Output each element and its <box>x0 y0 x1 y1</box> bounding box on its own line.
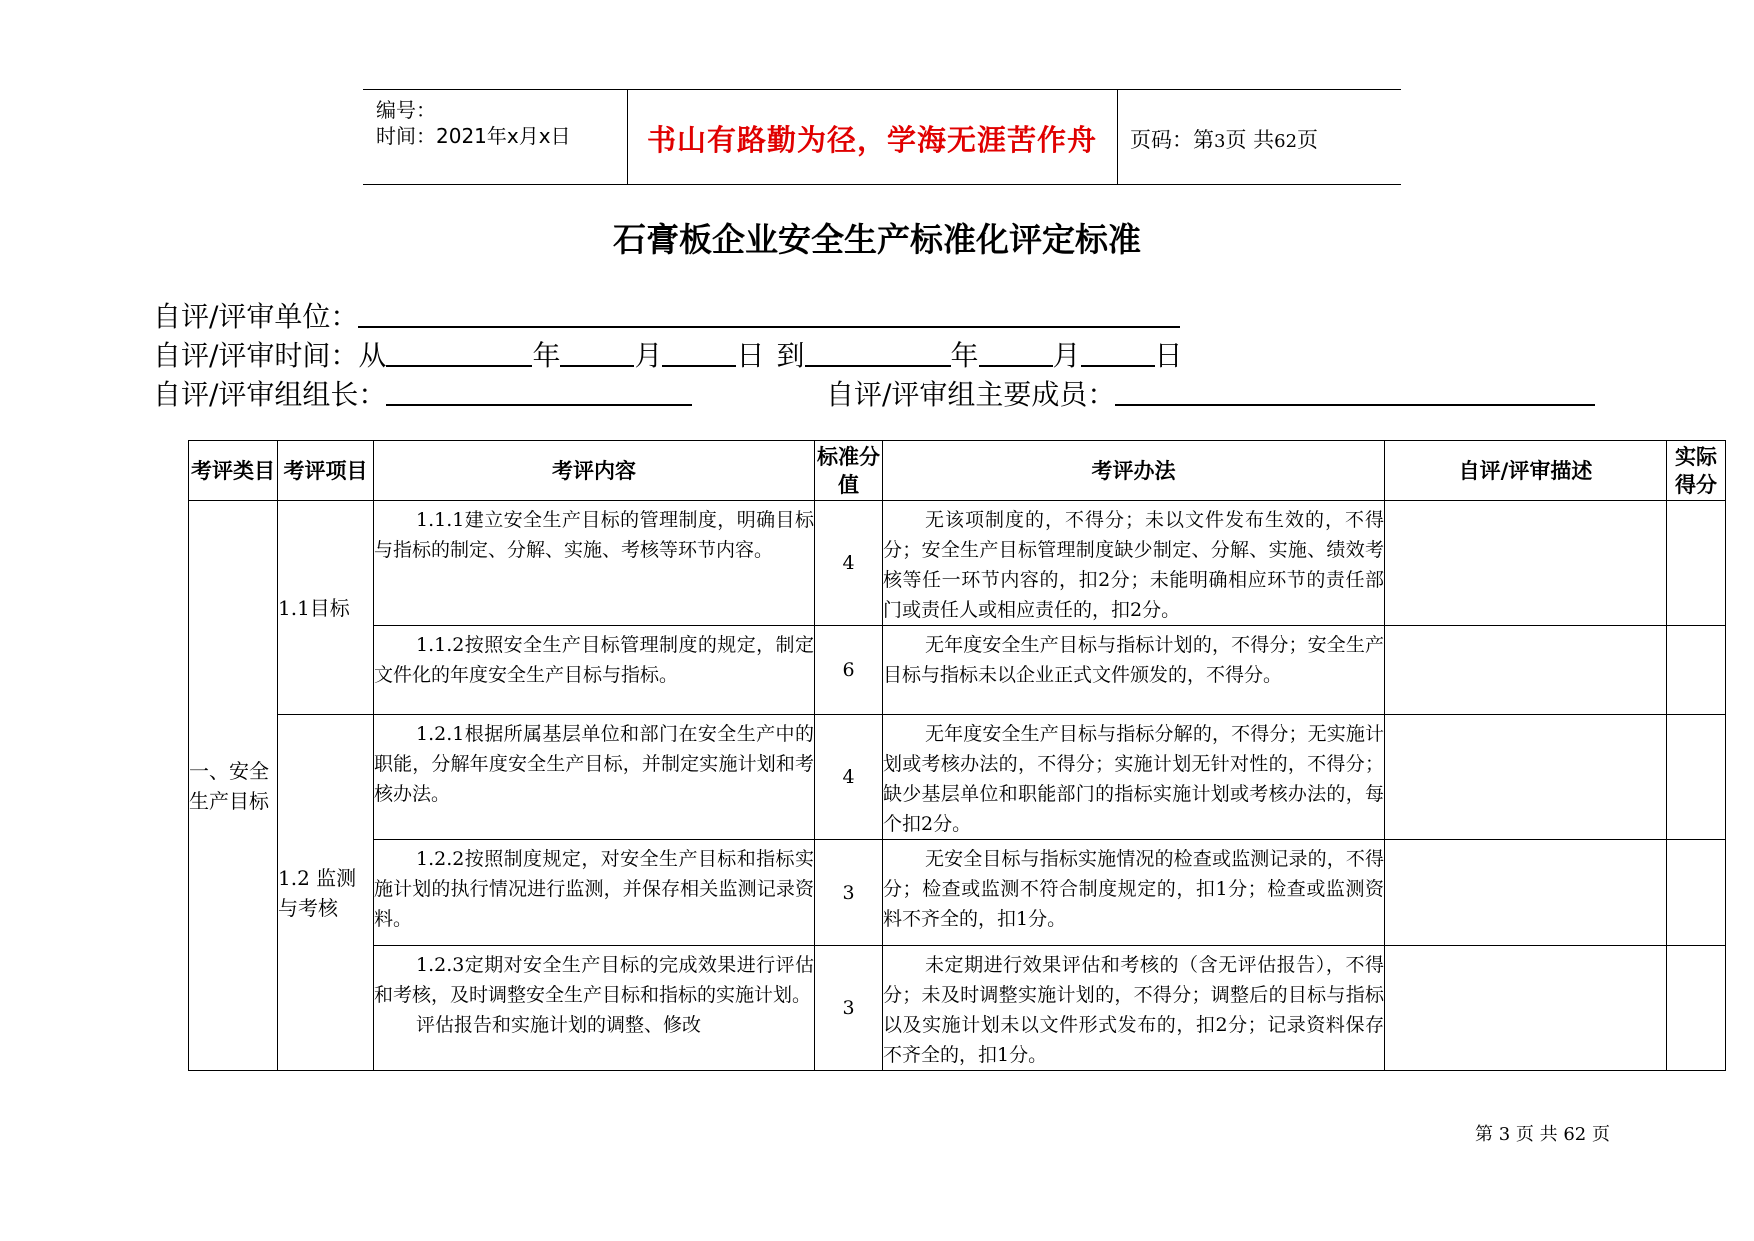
document-number-label: 编号： <box>376 98 436 122</box>
description-cell[interactable] <box>1385 501 1667 626</box>
document-time: 时间：2021年x月x日 <box>376 124 571 148</box>
category-cell: 一、安全生产目标 <box>189 501 278 1071</box>
day-label: 日 <box>736 339 765 372</box>
table-row <box>189 946 1726 1071</box>
page-footer <box>1475 1120 1610 1146</box>
header-score: 标准分值 <box>815 441 883 501</box>
table-row <box>189 626 1726 715</box>
header-method: 考评办法 <box>883 441 1385 501</box>
description-cell[interactable] <box>1385 626 1667 715</box>
method-cell: 无年度安全生产目标与指标计划的，不得分；安全生产目标与指标未以企业正式文件颁发的，不得分。 <box>883 626 1385 715</box>
score-cell: 6 <box>815 626 883 715</box>
motto-text: 书山有路勤为径，学海无涯苦作舟 <box>646 123 1097 157</box>
footer-prefix: 第 <box>1474 1124 1493 1145</box>
members-blank[interactable] <box>1115 376 1595 406</box>
unit-label: 自评/评审单位： <box>153 300 359 333</box>
table-row <box>189 501 1726 626</box>
content-clip <box>374 950 814 1063</box>
content-cell: 1.1.2按照安全生产目标管理制度的规定，制定文件化的年度安全生产目标与指标。 <box>374 626 815 715</box>
actual-score-cell[interactable] <box>1667 715 1726 840</box>
leader-blank[interactable] <box>386 376 692 406</box>
start-day-blank[interactable] <box>662 337 736 367</box>
header-band <box>363 89 1401 185</box>
header-motto-cell <box>627 90 1118 184</box>
members-label: 自评/评审组主要成员： <box>826 378 1116 411</box>
page-suffix: 页 <box>1297 128 1319 152</box>
actual-score-cell[interactable] <box>1667 626 1726 715</box>
method-cell: 无该项制度的，不得分；未以文件发布生效的，不得分；安全生产目标管理制度缺少制定、分解、实施、绩效考核等任一环节内容的，扣2分；未能明确相应环节的责任部门或责任人或相应责任的，扣2分。 <box>883 501 1385 626</box>
content-text: 1.2.3定期对安全生产目标的完成效果进行评估和考核，及时调整安全生产目标和指标的实施计划。 <box>374 954 814 1006</box>
header-description: 自评/评审描述 <box>1385 441 1667 501</box>
day-label-2: 日 <box>1154 339 1183 372</box>
method-cell: 无安全目标与指标实施情况的检查或监测记录的，不得分；检查或监测不符合制度规定的，扣1分；检查或监测资料不齐全的，扣1分。 <box>883 840 1385 946</box>
header-meta-cell <box>363 90 628 184</box>
content-cell: 1.1.1建立安全生产目标的管理制度，明确目标与指标的制定、分解、实施、考核等环节内容。 <box>374 501 815 626</box>
actual-score-cell[interactable] <box>1667 840 1726 946</box>
header-actual-score: 实际得分 <box>1667 441 1726 501</box>
form-unit-line <box>153 298 1180 335</box>
start-month-blank[interactable] <box>560 337 634 367</box>
document-title: 石膏板企业安全生产标准化评定标准 <box>613 220 1141 259</box>
method-cell: 无年度安全生产目标与指标分解的，不得分；无实施计划或考核办法的，不得分；实施计划无针对性的，不得分；缺少基层单位和职能部门的指标实施计划或考核办法的，每个扣2分。 <box>883 715 1385 840</box>
leader-label: 自评/评审组组长： <box>153 378 387 411</box>
table-header-row <box>189 441 1726 501</box>
year-label: 年 <box>532 339 561 372</box>
content-cell <box>374 946 815 1071</box>
project-cell: 1.2 监测与考核 <box>278 715 374 1071</box>
page-mid: 页 共 <box>1225 128 1275 152</box>
form-leader-line <box>153 376 692 413</box>
header-page-cell <box>1117 90 1401 184</box>
page-total: 62 <box>1274 131 1298 152</box>
table-row <box>189 840 1726 946</box>
page-code <box>1130 124 1318 154</box>
content-cell: 1.2.2按照制度规定，对安全生产目标和指标实施计划的执行情况进行监测，并保存相关监测记录资料。 <box>374 840 815 946</box>
page-current: 3 <box>1214 131 1226 152</box>
description-cell[interactable] <box>1385 946 1667 1071</box>
score-cell: 4 <box>815 715 883 840</box>
page-prefix: 页码：第 <box>1130 128 1214 152</box>
footer-mid: 页 共 <box>1515 1124 1558 1145</box>
header-category: 考评类目 <box>189 441 278 501</box>
method-cell: 未定期进行效果评估和考核的（含无评估报告），不得分；未及时调整实施计划的，不得分；调整后的目标与指标以及实施计划未以文件形式发布的，扣2分；记录资料保存不齐全的，扣1分。 <box>883 946 1385 1071</box>
month-label-2: 月 <box>1052 339 1081 372</box>
to-label: 到 <box>776 339 805 372</box>
year-label-2: 年 <box>950 339 979 372</box>
end-year-blank[interactable] <box>805 337 951 367</box>
table-row <box>189 715 1726 840</box>
score-cell: 3 <box>815 840 883 946</box>
header-content: 考评内容 <box>374 441 815 501</box>
content-cell: 1.2.1根据所属基层单位和部门在安全生产中的职能，分解年度安全生产目标，并制定实施计划和考核办法。 <box>374 715 815 840</box>
evaluation-table <box>188 440 1726 1071</box>
time-label: 自评/评审时间：从 <box>153 339 387 372</box>
footer-total: 62 <box>1563 1124 1587 1145</box>
description-cell[interactable] <box>1385 840 1667 946</box>
project-cell: 1.1目标 <box>278 501 374 715</box>
end-day-blank[interactable] <box>1081 337 1155 367</box>
actual-score-cell[interactable] <box>1667 501 1726 626</box>
footer-suffix: 页 <box>1592 1124 1610 1145</box>
form-time-line <box>153 337 1183 374</box>
description-cell[interactable] <box>1385 715 1667 840</box>
end-month-blank[interactable] <box>979 337 1053 367</box>
actual-score-cell[interactable] <box>1667 946 1726 1071</box>
header-project: 考评项目 <box>278 441 374 501</box>
score-cell: 4 <box>815 501 883 626</box>
start-year-blank[interactable] <box>386 337 532 367</box>
score-cell: 3 <box>815 946 883 1071</box>
month-label: 月 <box>634 339 663 372</box>
unit-blank[interactable] <box>358 298 1180 328</box>
content-text-continued: 评估报告和实施计划的调整、修改 <box>416 1014 702 1036</box>
form-members-line <box>826 376 1595 413</box>
footer-page: 3 <box>1498 1124 1511 1145</box>
